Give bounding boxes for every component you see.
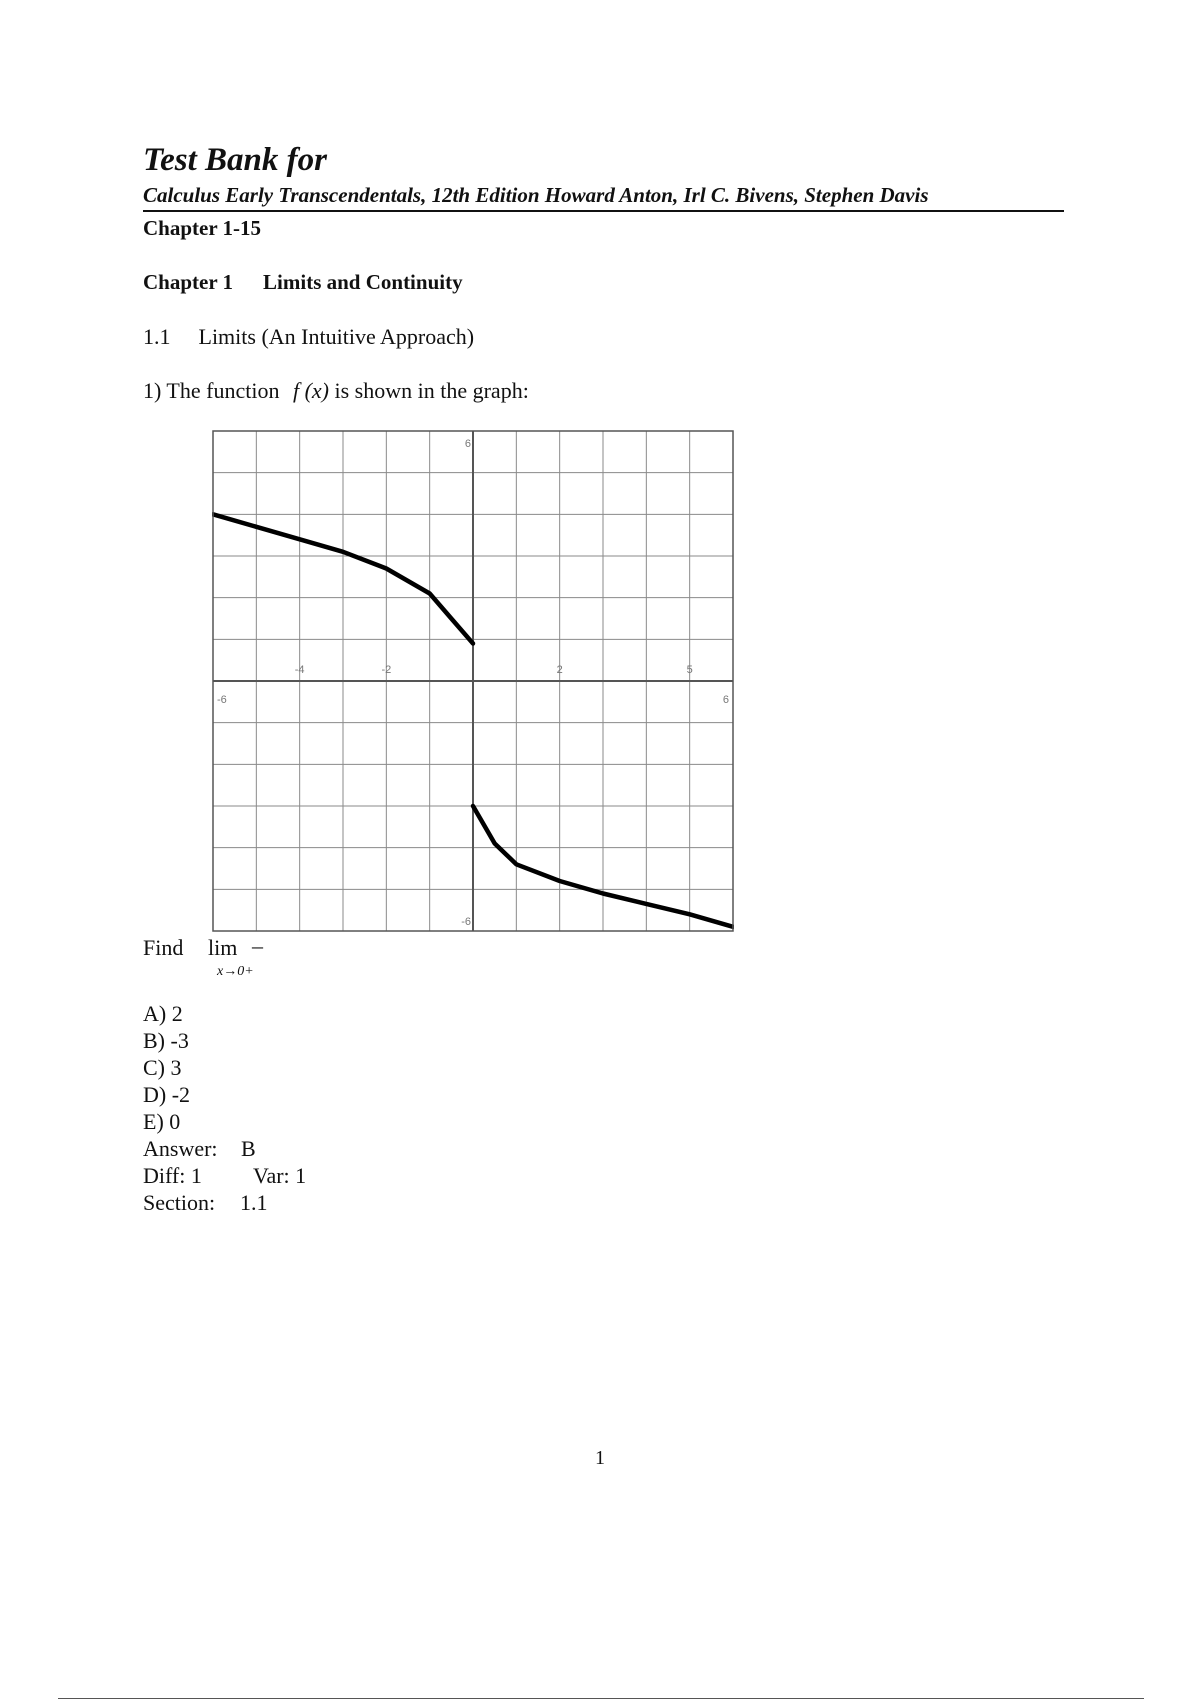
choice-b: B) -3 [143,1028,189,1053]
answer-label: Answer: [143,1136,218,1161]
choice-d: D) -2 [143,1082,191,1107]
answer-value: B [241,1136,256,1161]
y-tick-label-max: 6 [464,438,471,450]
choice-a: A) 2 [143,1001,183,1026]
limit-expression: – [252,933,263,958]
chapter-range: Chapter 1-15 [143,216,262,240]
section-number: 1.1 [143,324,171,349]
document-title: Test Bank for [143,142,327,178]
x-tick-label-max: 6 [722,694,729,706]
y-tick-label-min: -6 [461,916,471,928]
find-label: Find [143,935,184,960]
graph-axes [213,431,733,931]
title-rule [143,210,1064,212]
variant-label: Var: 1 [253,1163,307,1188]
page-number: 1 [595,1447,605,1469]
section-heading [143,324,474,350]
choice-e: E) 0 [143,1109,181,1134]
bottom-rule [58,1698,1144,1699]
choice-c: C) 3 [143,1055,182,1080]
question-text [143,378,529,404]
function-label: f (x) [292,378,329,403]
function-graph [212,430,734,932]
answer-row [143,1135,306,1162]
difficulty-row [143,1162,306,1189]
x-tick-label-min: -6 [217,694,227,706]
section-name: Limits (An Intuitive Approach) [198,324,475,349]
section-label: Section: [143,1190,216,1215]
section-row [143,1189,306,1216]
x-tick-label: 2 [556,664,563,676]
question-suffix: is shown in the graph: [334,378,529,403]
limit-operator: lim [208,935,238,960]
difficulty-label: Diff: 1 [143,1163,202,1188]
document-subtitle: Calculus Early Transcendentals, 12th Edition Howard Anton, Irl C. Bivens, Stephen Davis [143,183,929,207]
section-value: 1.1 [240,1190,268,1215]
chapter-name: Limits and Continuity [263,270,463,294]
x-tick-label: -2 [381,664,392,676]
x-tick-label: -4 [294,664,305,676]
question-prefix: 1) The function [143,378,280,403]
chapter-number: Chapter 1 [143,270,234,294]
question-details [143,1000,306,1216]
limit-subscript: x→0+ [217,964,254,979]
x-tick-label: 5 [686,664,693,676]
chapter-heading [143,270,463,295]
